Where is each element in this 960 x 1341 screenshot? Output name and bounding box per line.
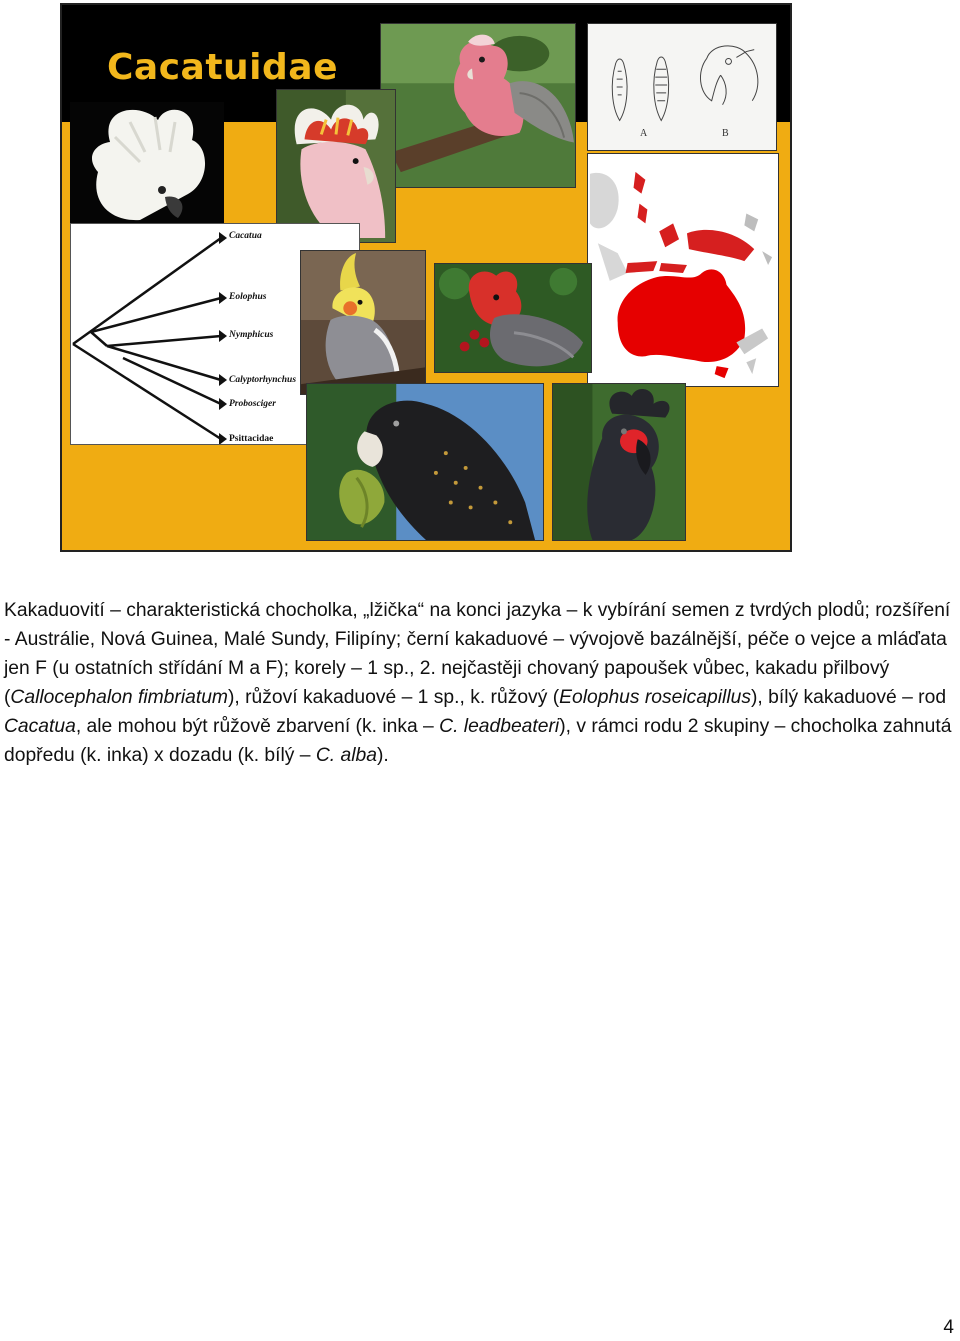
galah-photo xyxy=(380,23,576,188)
taxon-label: Nymphicus xyxy=(229,330,274,340)
white-cockatoo-photo xyxy=(70,102,224,230)
body-paragraph xyxy=(4,596,956,770)
slide-image xyxy=(60,3,792,552)
body-text-segment: ), růžoví kakaduové – 1 sp., k. růžový ( xyxy=(227,687,560,708)
taxon-label: Cacatua xyxy=(229,231,262,241)
italic-taxon-name: Callocephalon fimbriatum xyxy=(10,687,228,708)
taxon-label: Eolophus xyxy=(229,292,267,302)
sketch-label-b: B xyxy=(722,128,729,139)
slide-title: Cacatuidae xyxy=(107,47,339,88)
italic-taxon-name: Eolophus roseicapillus xyxy=(559,687,751,708)
italic-taxon-name: C. alba xyxy=(315,745,377,766)
pink-cockatoo-photo xyxy=(276,89,396,243)
body-text-segment: ), bílý kakaduové – rod xyxy=(750,687,947,708)
gang-gang-cockatoo-photo xyxy=(434,263,592,373)
page-number: 4 xyxy=(943,1317,954,1338)
sketch-label-a: A xyxy=(640,128,648,139)
beak-tongue-sketch xyxy=(587,23,777,151)
italic-taxon-name: Cacatua xyxy=(4,716,76,737)
italic-taxon-name: C. leadbeateri xyxy=(439,716,560,737)
distribution-map xyxy=(587,153,779,387)
taxon-label: Psittacidae xyxy=(229,434,274,444)
taxon-label: Calyptorhynchus xyxy=(229,375,297,385)
taxon-label: Probosciger xyxy=(229,399,276,409)
body-text-segment: ), v rámci rodu 2 skupiny – chocholka zahnutá dopředu (k. inka) x dozadu (k. bílý – xyxy=(4,716,952,766)
black-cockatoo-photo xyxy=(306,383,544,541)
body-text-segment: ). xyxy=(376,745,389,766)
body-text-segment: , ale mohou být růžově zbarvení (k. inka – xyxy=(75,716,440,737)
body-text-segment: Kakaduovití – charakteristická chocholka, „lžička“ na konci jazyka – k vybírání semen z tvrdých plodů; rozšíření - Austrálie, Nová Guinea, Malé Sundy, Filipíny; černí kakaduové – vývojově bazálnější, péče o vejce a mláďata jen F (u ostatních střídání M a F); korely – 1 sp., 2. nejčastěji chovaný papoušek vůbec, kakadu přilbový ( xyxy=(4,600,951,708)
cockatiel-photo xyxy=(300,250,426,395)
palm-cockatoo-photo xyxy=(552,383,686,541)
